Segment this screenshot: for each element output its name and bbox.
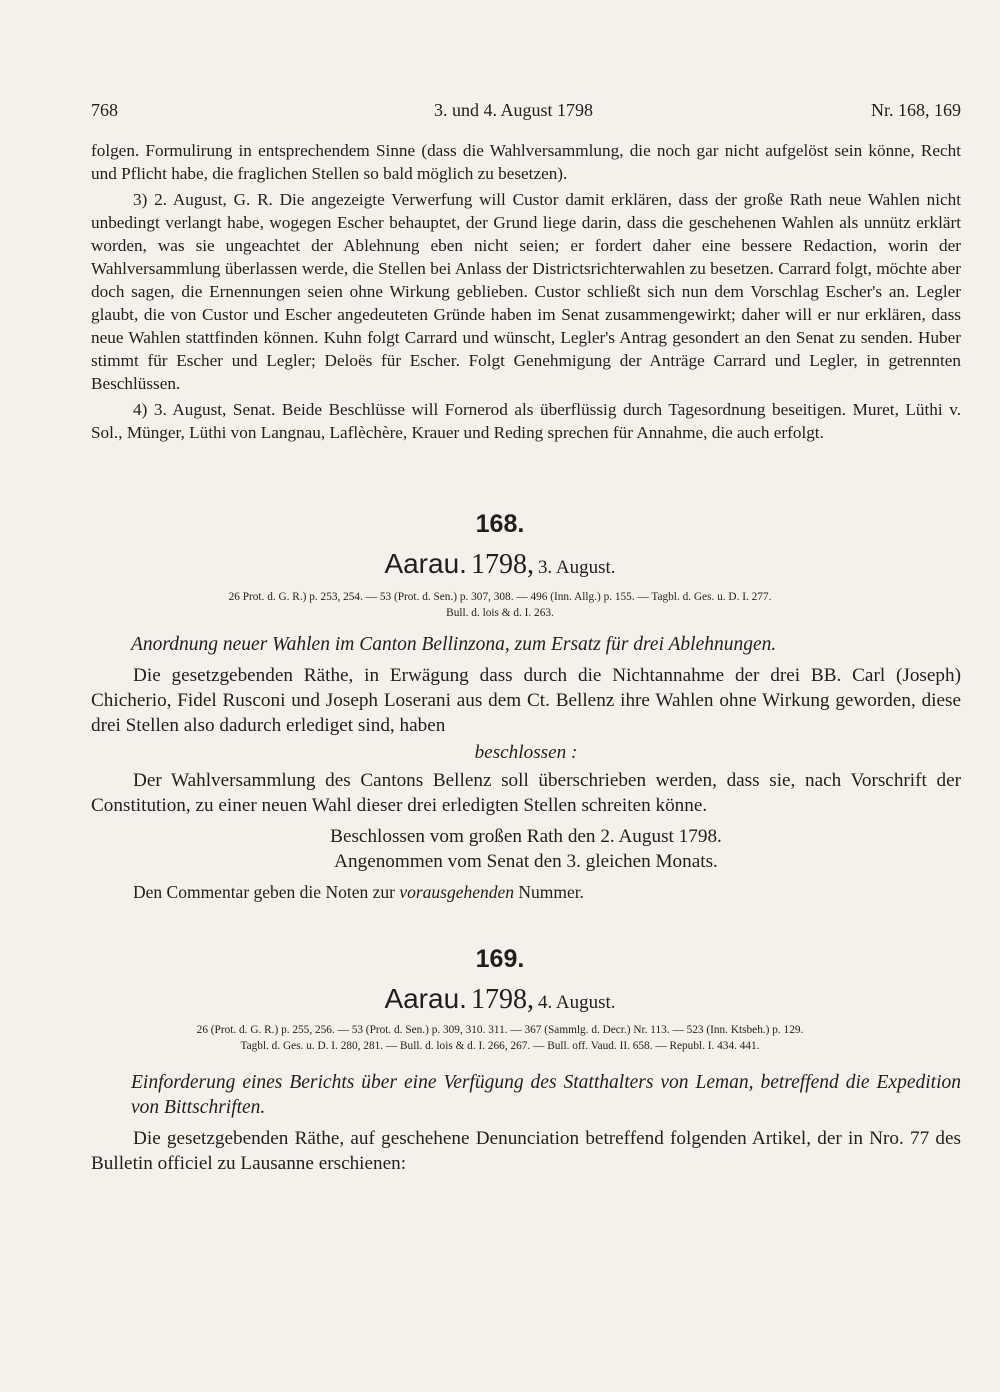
entry-169-date: 4. August. [537, 992, 616, 1013]
entry-168-heading [0, 548, 1000, 581]
entry-169-preamble: Die gesetzgebenden Räthe, auf geschehene Denunciation betreffend folgenden Artikel, der in Nro. 77 des Bulletin officiel zu Lausanne erschienen: [91, 1128, 961, 1174]
entry-169-refs-line-1: 26 (Prot. d. G. R.) p. 255, 256. — 53 (Prot. d. Sen.) p. 309, 310. 311. — 367 (Sammlg. d. Decr.) Nr. 113. — 523 (Inn. Ktsbeh.) p. 129. [196, 1024, 804, 1036]
commentary-italic: vorausgehenden [399, 882, 515, 902]
entry-168-decision: Der Wahlversammlung des Cantons Bellenz soll überschrieben werden, dass sie, nach Vorschrift der Constitution, zu einer neuen Wahl dieser drei erledigten Stellen schreiten könne. [91, 770, 961, 816]
entry-168-refs-line-2: Bull. d. lois & d. I. 263. [446, 607, 554, 619]
entry-168-references [0, 589, 1000, 621]
entry-168-place: Aarau. [384, 548, 467, 579]
page-number: 768 [91, 100, 118, 120]
continuation-text [91, 139, 961, 444]
entry-168-resolved: beschlossen : [474, 742, 578, 763]
paragraph-senat: 4) 3. August, Senat. Beide Beschlüsse will Fornerod als überflüssig durch Tagesordnung beseitigen. Muret, Lüthi v. Sol., Münger, Lüthi von Langnau, Laflèchère, Krauer und Reding sprechen für Annahme, die auch erfolgt. [91, 400, 961, 442]
entry-169-heading [0, 983, 1000, 1016]
entry-168-preamble: Die gesetzgebenden Räthe, in Erwägung dass durch die Nichtannahme der drei BB. Carl (Joseph) Chicherio, Fidel Rusconi und Joseph Loserani aus dem Ct. Bellenz ihre Wahlen ohne Wirkung geworden, diese drei Stellen also dadurch erlediget sind, haben [91, 665, 961, 736]
entry-168-title: Anordnung neuer Wahlen im Canton Bellinzona, zum Ersatz für drei Ablehnungen. [131, 634, 777, 655]
entry-168-date: 3. August. [537, 557, 616, 578]
entry-169-references [0, 1022, 1000, 1054]
entry-168-number: 168. [475, 510, 525, 538]
entry-168-refs-line-1: 26 Prot. d. G. R.) p. 253, 254. — 53 (Prot. d. Sen.) p. 307, 308. — 496 (Inn. Allg.) p. 155. — Tagbl. d. Ges. u. D. I. 277. [228, 591, 772, 603]
paragraph-continuation: folgen. Formulirung in entsprechendem Sinne (dass die Wahlversammlung, die noch gar nicht aufgelöst sein könne, Recht und Pflicht habe, die fraglichen Stellen so bald möglich zu besetzen). [91, 141, 961, 183]
entry-169-year: 1798, [470, 984, 534, 1015]
entry-169-place: Aarau. [384, 983, 467, 1014]
entry-168-year: 1798, [470, 549, 534, 580]
entry-168-commentary [91, 880, 961, 905]
entry-169-number: 169. [475, 945, 525, 973]
entry-168-passed: Beschlossen vom großen Rath den 2. August 1798. [330, 826, 722, 847]
entry-168-text [91, 663, 961, 905]
commentary-suffix: Nummer. [518, 882, 585, 902]
commentary-prefix: Den Commentar geben die Noten zur [133, 882, 395, 902]
entry-169-refs-line-2: Tagbl. d. Ges. u. D. I. 280, 281. — Bull. d. lois & d. I. 266, 267. — Bull. off. Vaud. II. 658. — Republ. I. 434. 441. [240, 1040, 760, 1052]
header-entry-numbers: Nr. 168, 169 [871, 100, 961, 120]
entry-169-title: Einforderung eines Berichts über eine Verfügung des Statthalters von Leman, betreffend die Expedition von Bittschriften. [131, 1072, 961, 1118]
header-date: 3. und 4. August 1798 [434, 100, 594, 120]
page-header [91, 100, 961, 124]
paragraph-grosser-rat: 3) 2. August, G. R. Die angezeigte Verwerfung will Custor damit erklären, dass der große Rath neue Wahlen nicht unbedingt verlangt habe, wogegen Escher behauptet, der Grund liege darin, dass die geschehenen Wahlen als unnütz erklärt worden, was sie ungeachtet der Ablehnung eben nicht seien; er fordert daher eine bessere Redaction, worin der Wahlversammlung überlassen werde, die Stellen bei Anlass der Districtsrichterwahlen zu besetzen. Carrard folgt, möchte aber doch sagen, die Ernennungen seien ohne Wirkung geblieben. Custor schließt sich nun dem Vorschlag Escher's an. Legler glaubt, die von Custor und Escher angedeuteten Gründe haben im Senat zusammengewirkt; daher will er nur erklären, dass neue Wahlen stattfinden können. Kuhn folgt Carrard und wünscht, Legler's Antrag gesondert an den Senat zu senden. Huber stimmt für Escher und Legler; Deloës für Escher. Folgt Genehmigung der Anträge Carrard und Legler, in getrennten Beschlüssen. [91, 190, 961, 393]
entry-169-text [91, 1126, 961, 1176]
entry-168-accepted: Angenommen vom Senat den 3. gleichen Monats. [334, 851, 718, 872]
